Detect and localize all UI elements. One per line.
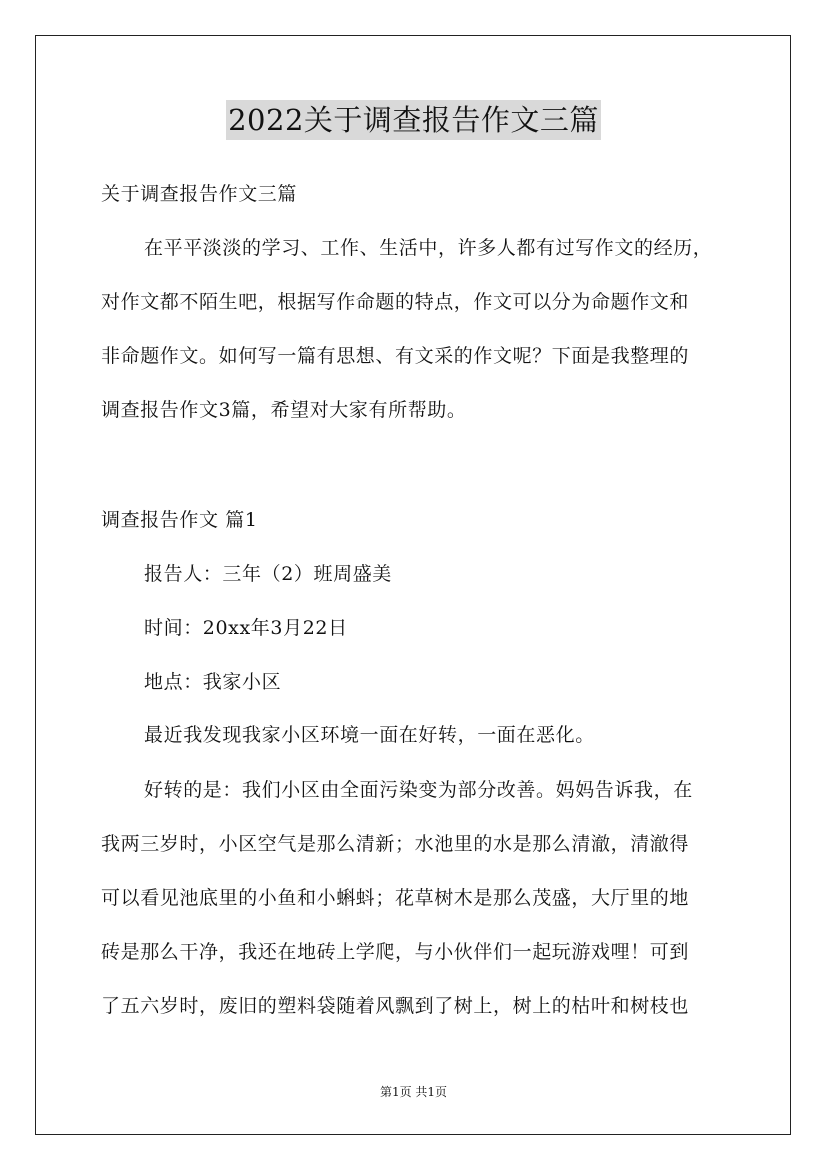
page-footer: 第1页 共1页 <box>379 1085 448 1099</box>
body-line-1: 好转的是：我们小区由全面污染变为部分改善。妈妈告诉我，在 <box>144 779 693 801</box>
document-title <box>0 100 827 140</box>
intro-line-3: 非命题作文。如何写一篇有思想、有文采的作文呢？下面是我整理的 <box>101 345 690 367</box>
body-line-4: 砖是那么干净，我还在地砖上学爬，与小伙伴们一起玩游戏哩！可到 <box>101 941 690 963</box>
time-line: 时间：20xx年3月22日 <box>144 617 348 639</box>
document-heading: 关于调查报告作文三篇 <box>101 183 298 205</box>
section-heading: 调查报告作文 篇1 <box>101 509 258 531</box>
reporter-line: 报告人：三年（2）班周盛美 <box>144 563 392 585</box>
body-line-5: 了五六岁时，废旧的塑料袋随着风飘到了树上，树上的枯叶和树枝也 <box>101 995 690 1017</box>
document-title-text: 2022关于调查报告作文三篇 <box>226 100 601 140</box>
body-line-3: 可以看见池底里的小鱼和小蝌蚪；花草树木是那么茂盛，大厅里的地 <box>101 887 690 909</box>
body-line-2: 我两三岁时，小区空气是那么清新；水池里的水是那么清澈，清澈得 <box>101 833 690 855</box>
intro-line-4: 调查报告作文3篇，希望对大家有所帮助。 <box>101 399 467 421</box>
intro-line-2: 对作文都不陌生吧，根据写作命题的特点，作文可以分为命题作文和 <box>101 291 690 313</box>
intro-line-1: 在平平淡淡的学习、工作、生活中，许多人都有过写作文的经历， <box>144 237 713 259</box>
place-line: 地点：我家小区 <box>144 671 282 693</box>
summary-line: 最近我发现我家小区环境一面在好转，一面在恶化。 <box>144 724 595 746</box>
